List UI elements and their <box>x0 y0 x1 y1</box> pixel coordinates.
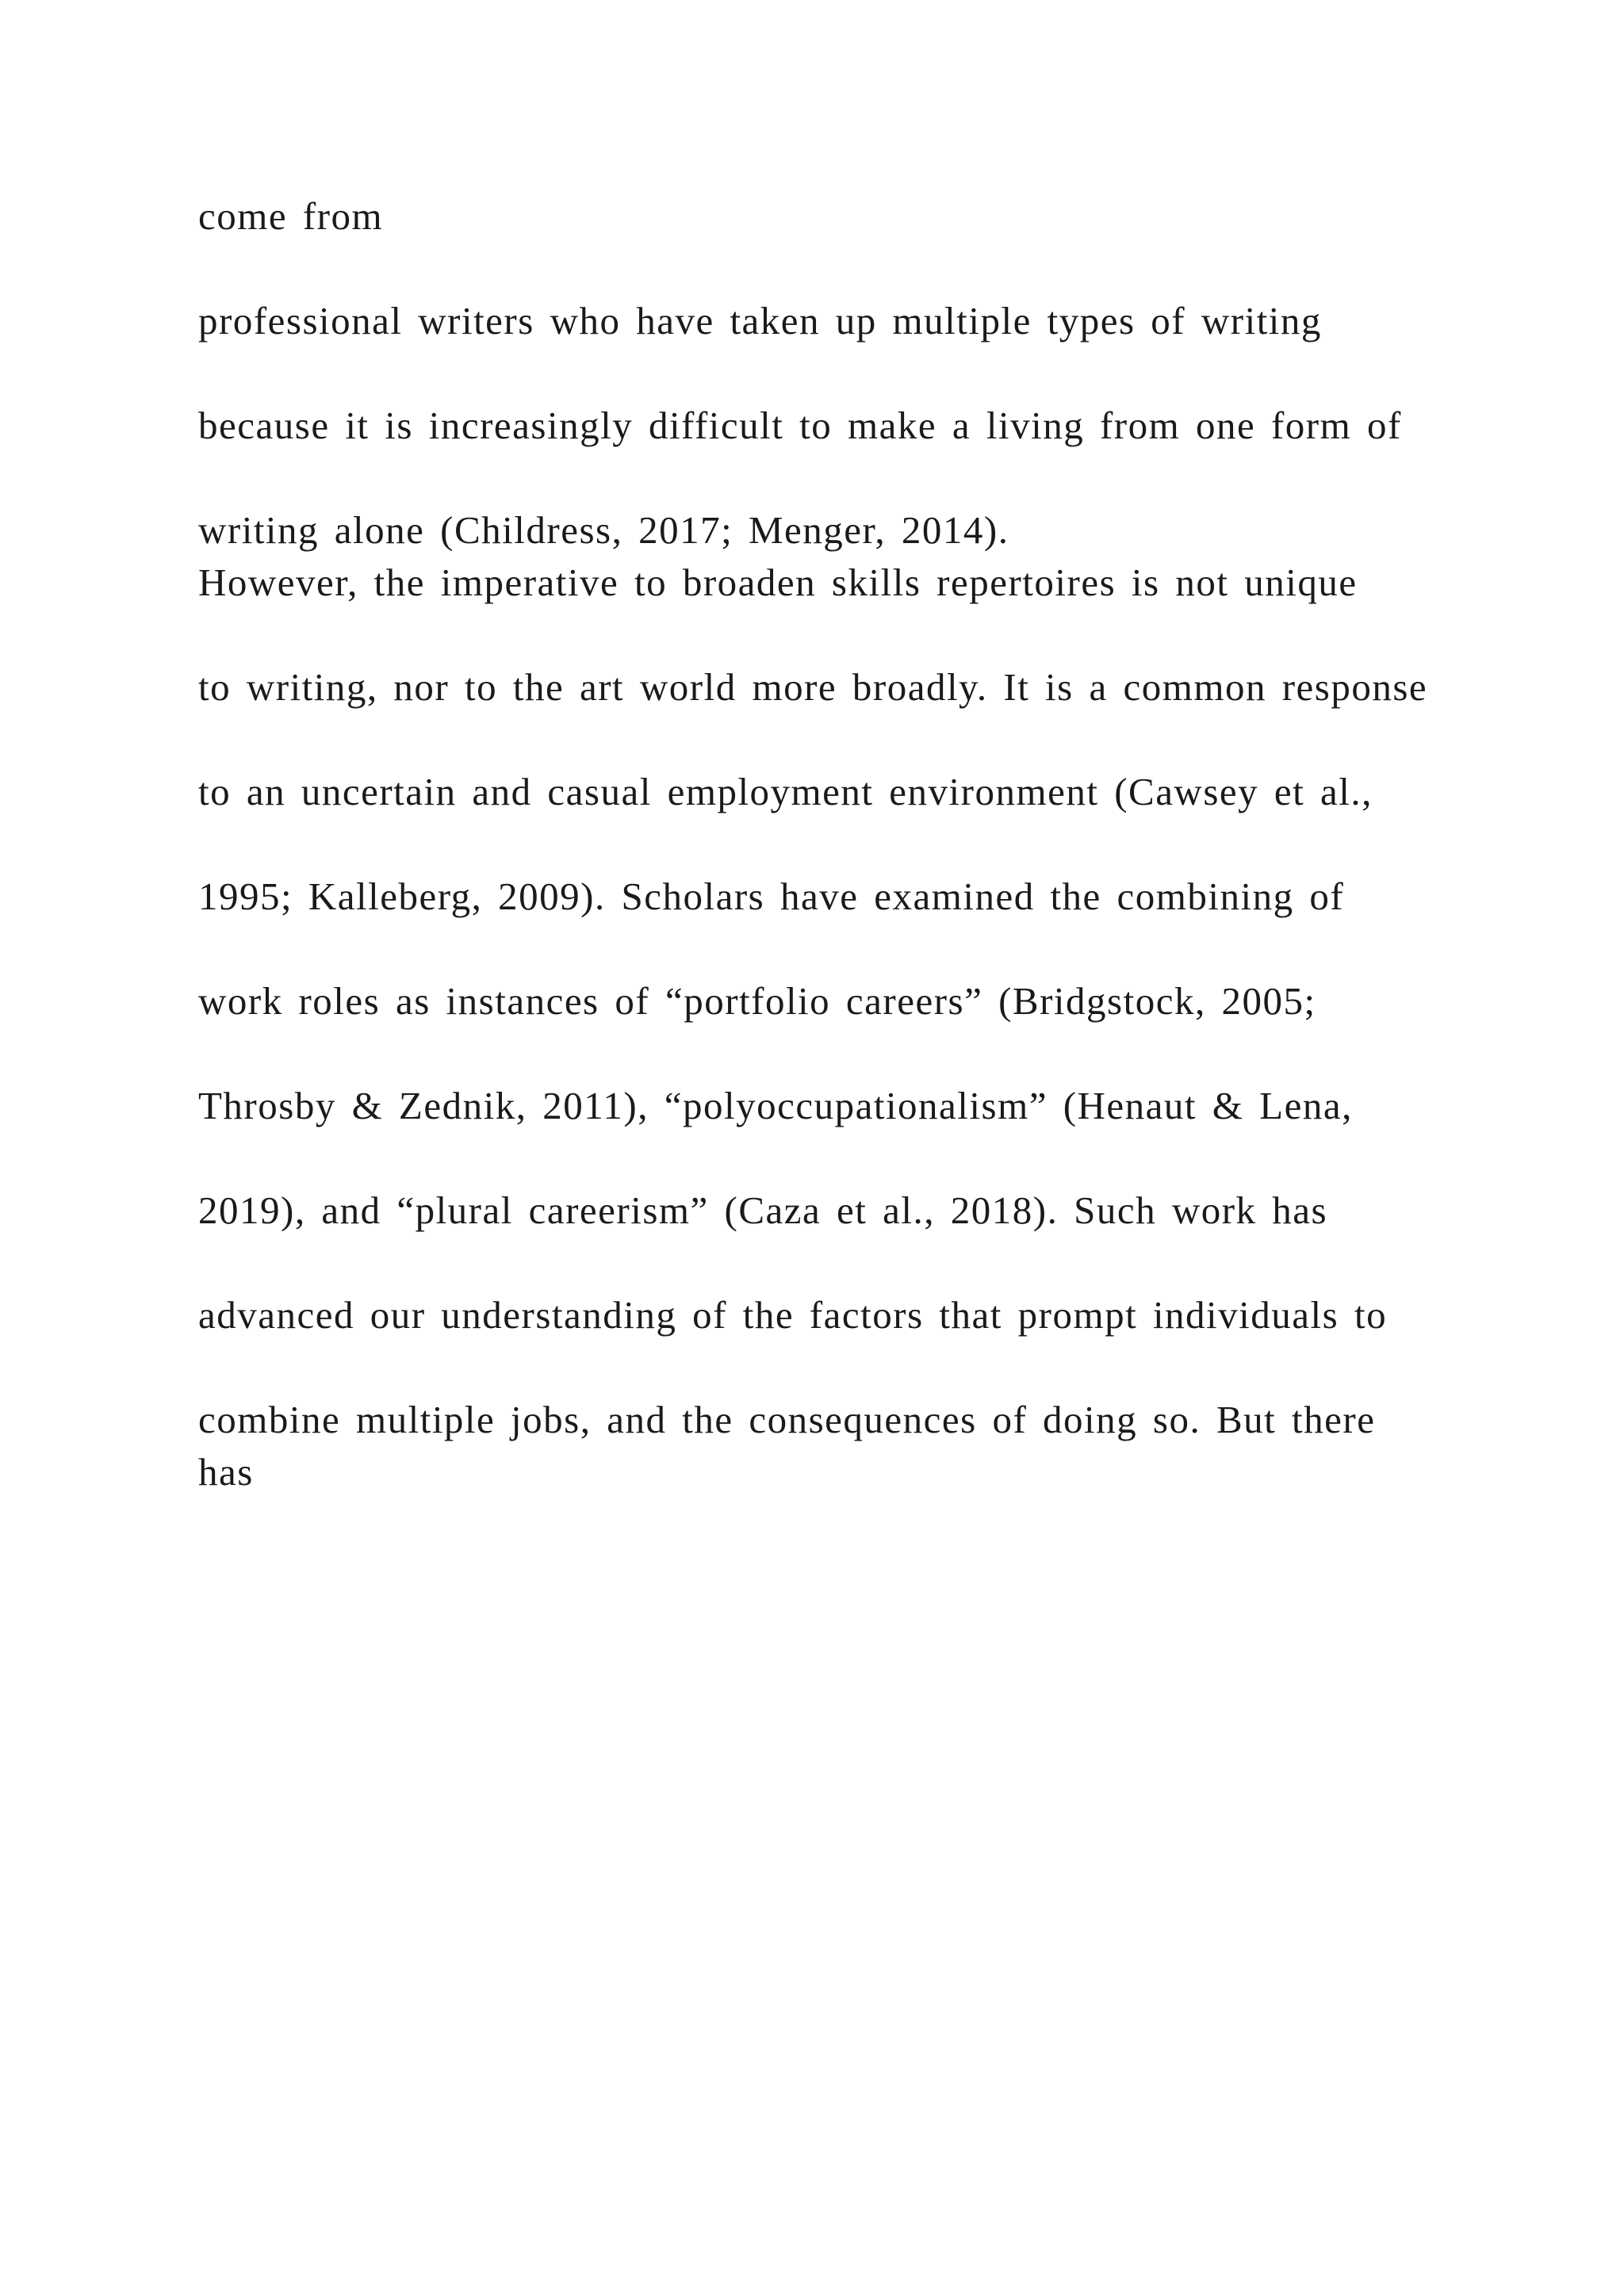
text-line: 1995; Kalleberg, 2009). Scholars have examined the combining of <box>198 874 1345 918</box>
text-line: combine multiple jobs, and the consequences of doing so. But there has <box>198 1398 1392 1494</box>
text-line: professional writers who have taken up multiple types of writing <box>198 299 1322 342</box>
text-line: come from <box>198 194 384 238</box>
text-line: to an uncertain and casual employment environment (Cawsey et al., <box>198 770 1373 813</box>
text-line: However, the imperative to broaden skills repertoires is not unique <box>198 561 1358 604</box>
text-line: Throsby & Zednik, 2011), “polyoccupationalism” (Henaut & Lena, <box>198 1084 1353 1127</box>
body-text <box>198 190 1435 1551</box>
text-line: 2019), and “plural careerism” (Caza et al., 2018). Such work has <box>198 1188 1328 1232</box>
text-line: to writing, nor to the art world more broadly. It is a common response <box>198 665 1428 709</box>
text-line: because it is increasingly difficult to make a living from one form of <box>198 404 1402 447</box>
text-line: advanced our understanding of the factors that prompt individuals to <box>198 1293 1388 1337</box>
text-line: writing alone (Childress, 2017; Menger, 2014). <box>198 508 1009 552</box>
text-line: work roles as instances of “portfolio careers” (Bridgstock, 2005; <box>198 979 1316 1023</box>
